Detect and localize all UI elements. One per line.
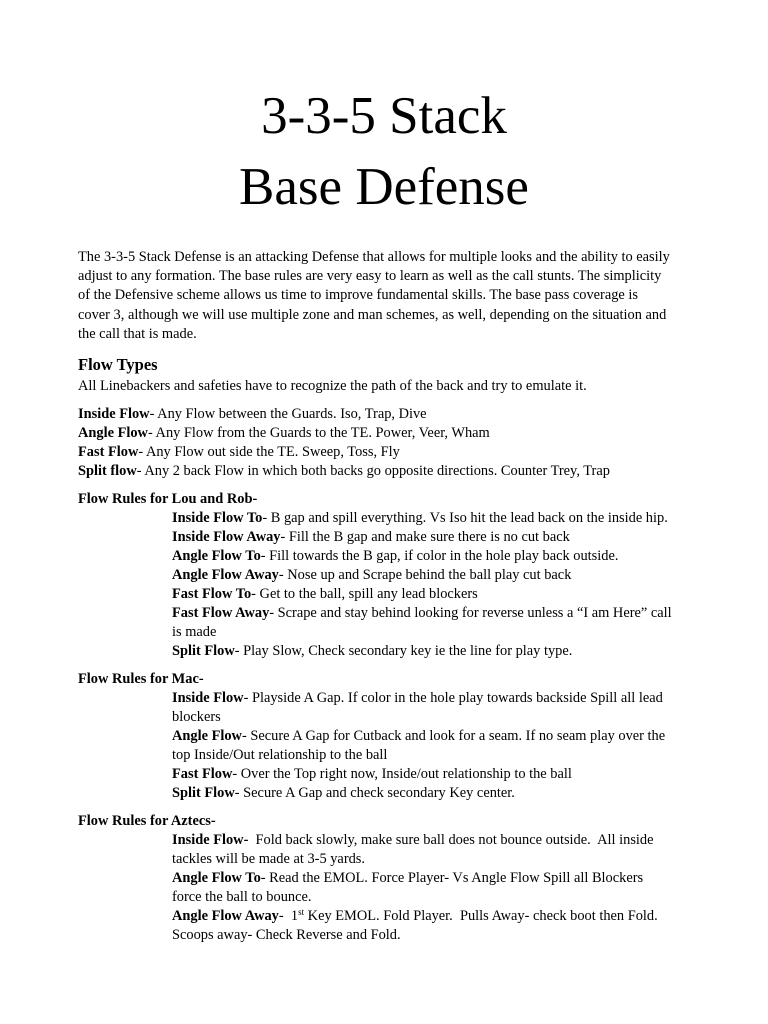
rule-item (172, 907, 658, 926)
mac-heading (78, 670, 204, 689)
rule-term: Fast Flow (172, 766, 233, 782)
rule-text: - Playside A Gap. If color in the hole play towards backside Spill all lead (243, 690, 663, 706)
rule-term: Inside Flow To (172, 510, 263, 526)
flow-type-term: Inside Flow (78, 406, 150, 422)
rule-item-continuation: Scoops away- Check Reverse and Fold. (172, 927, 401, 943)
flow-type-term: Angle Flow (78, 425, 148, 441)
mac-heading-text: Flow Rules for Mac- (78, 671, 204, 687)
rule-item (172, 604, 672, 623)
flow-type-item (78, 424, 490, 443)
intro-paragraph (78, 248, 734, 344)
aztecs-heading (78, 812, 216, 831)
flow-types-description: All Linebackers and safeties have to recognize the path of the back and try to emulate it. (78, 378, 587, 394)
flow-type-item (78, 462, 610, 481)
rule-item (172, 547, 618, 566)
rule-item (172, 509, 668, 528)
rule-term: Inside Flow Away (172, 529, 281, 545)
rule-text: - Secure A Gap for Cutback and look for a seam. If no seam play over the (241, 728, 666, 744)
rule-term: Angle Flow Away (172, 567, 279, 583)
rule-term: Angle Flow Away (172, 908, 279, 924)
rule-text: - Nose up and Scrape behind the ball play cut back (278, 567, 572, 583)
page-title-line1: 3-3-5 Stack (261, 87, 507, 145)
flow-type-term: Fast Flow (78, 444, 139, 460)
rule-term: Split Flow (172, 785, 235, 801)
rule-term: Fast Flow Away (172, 605, 270, 621)
intro-line: of the Defensive scheme allows us time to improve fundamental skills. The base pass coverage is (78, 287, 639, 304)
flow-type-item (78, 405, 427, 424)
rule-text: Key EMOL. Fold Player. Pulls Away- check boot then Fold. (304, 908, 658, 924)
ordinal-suffix: st (298, 907, 305, 917)
rule-text: - Get to the ball, spill any lead blockers (251, 586, 478, 602)
rule-text: - Fill the B gap and make sure there is no cut back (280, 529, 570, 545)
rule-text-prefix: - 1 (278, 908, 299, 924)
rule-item (172, 528, 570, 547)
flow-type-text: - Any 2 back Flow in which both backs go opposite directions. Counter Trey, Trap (136, 463, 610, 479)
rule-term: Inside Flow- (172, 832, 249, 848)
rule-item (172, 585, 478, 604)
rule-text: - Play Slow, Check secondary key ie the line for play type. (234, 643, 573, 659)
flow-type-term: Split flow (78, 463, 137, 479)
flow-type-item (78, 443, 400, 462)
rule-text: - Scrape and stay behind looking for reverse unless a “I am Here” call (269, 605, 672, 621)
flow-type-text: - Any Flow between the Guards. Iso, Trap, Dive (149, 406, 427, 422)
rule-term: Angle Flow To (172, 548, 261, 564)
rule-item-continuation: blockers (172, 709, 221, 725)
rule-text: - Fill towards the B gap, if color in the hole play back outside. (260, 548, 619, 564)
intro-line: cover 3, although we will use multiple zone and man schemes, as well, depending on the situation and (78, 306, 667, 323)
rule-item-continuation: force the ball to bounce. (172, 889, 312, 905)
rule-text: - Read the EMOL. Force Player- Vs Angle Flow Spill all Blockers (260, 870, 644, 886)
intro-line: adjust to any formation. The base rules are very easy to learn as well as the call stunts. The simplicity (78, 268, 662, 285)
rule-item (172, 727, 665, 746)
rule-item (172, 689, 663, 708)
rule-text: - Secure A Gap and check secondary Key center. (234, 785, 515, 801)
rule-term: Angle Flow To (172, 870, 261, 886)
rule-text: - B gap and spill everything. Vs Iso hit the lead back on the inside hip. (262, 510, 668, 526)
flow-types-heading: Flow Types (78, 355, 158, 374)
rule-term: Split Flow (172, 643, 235, 659)
rule-item-continuation: tackles will be made at 3-5 yards. (172, 851, 366, 867)
flow-type-text: - Any Flow out side the TE. Sweep, Toss, Fly (138, 444, 400, 460)
lou-rob-heading-text: Flow Rules for Lou and Rob- (78, 491, 258, 507)
rule-item (172, 566, 571, 585)
rule-term: Angle Flow (172, 728, 242, 744)
page-title-line2: Base Defense (239, 158, 529, 216)
intro-line: the call that is made. (78, 325, 197, 342)
flow-type-text: - Any Flow from the Guards to the TE. Power, Veer, Wham (147, 425, 490, 441)
rule-term: Fast Flow To (172, 586, 252, 602)
rule-text: Fold back slowly, make sure ball does not bounce outside. All inside (248, 832, 654, 848)
rule-text: - Over the Top right now, Inside/out relationship to the ball (232, 766, 572, 782)
rule-term: Inside Flow (172, 690, 244, 706)
rule-item-continuation: top Inside/Out relationship to the ball (172, 747, 388, 763)
rule-item (172, 784, 515, 803)
rule-item (172, 642, 572, 661)
rule-item-continuation: is made (172, 624, 217, 640)
aztecs-heading-text: Flow Rules for Aztecs- (78, 813, 216, 829)
rule-item (172, 831, 654, 850)
intro-line: The 3-3-5 Stack Defense is an attacking Defense that allows for multiple looks and the ability to easily (78, 249, 670, 265)
lou-rob-heading (78, 490, 257, 509)
rule-item (172, 869, 643, 888)
rule-item (172, 765, 572, 784)
